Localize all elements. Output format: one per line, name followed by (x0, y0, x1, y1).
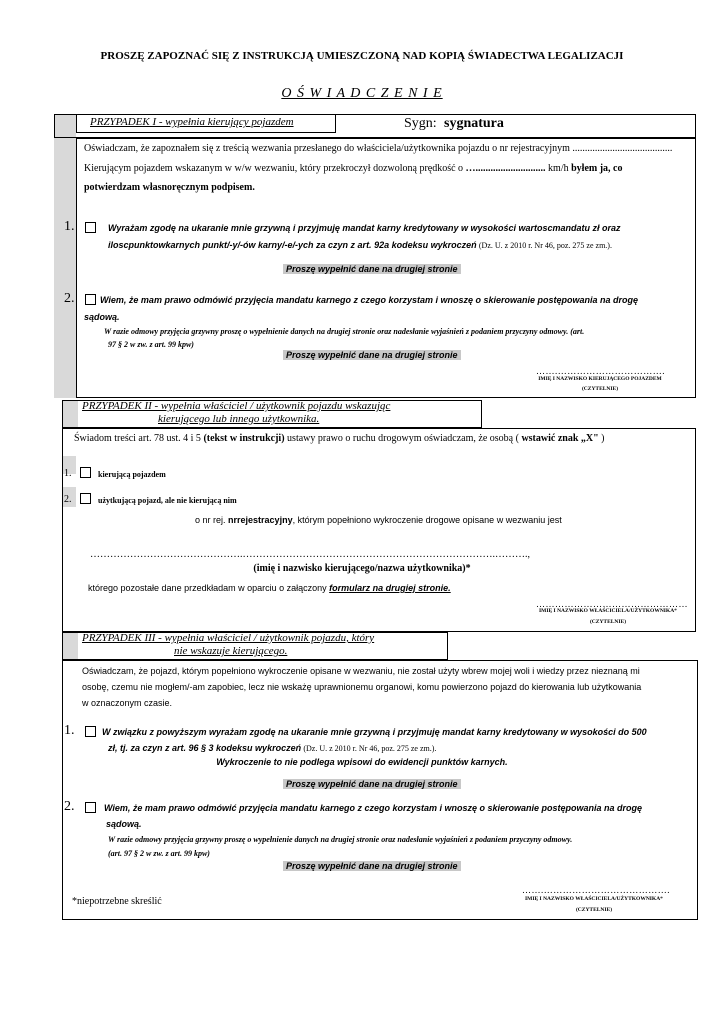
case2-reg-c: , którym popełniono wykroczenie drogowe opisane w wezwaniu jest (292, 515, 562, 525)
case1-fill-other-2: Proszę wypełnić dane na drugiej stronie (283, 350, 461, 360)
case3-signature-readable: (CZYTELNIE) (575, 907, 613, 913)
case1-signature-line[interactable]: …….……………………………. (536, 366, 665, 376)
case3-option1-line1: W związku z powyższym wyrażam zgodę na ukaranie mnie grzywną i przyjmuję mandat karny kredytowany w wysokości do 500 (102, 727, 647, 737)
case1-intro-line2-b: byłem ja, co (571, 163, 623, 174)
case2-intro (74, 433, 605, 444)
case1-intro-line2-a: Kierującym pojazdem wskazanym w w/w wezwaniu, który przekroczył dozwoloną prędkość o (84, 163, 464, 174)
case1-intro-line1: Oświadczam, że zapoznałem się z treścią wezwania przesłanego do właściciela/użytkownika pojazdu o nr rejestracyjnym ........................................ (84, 143, 673, 154)
case1-fill-other-1: Proszę wypełnić dane na drugiej stronie (283, 264, 461, 274)
case3-intro-line2: osobę, czemu nie mogłem/-am zapobiec, lecz nie wskażę uprawnionemu organowi, komu powierzono pojazd do kierowania lub użytkowania (82, 682, 642, 692)
case2-option2-text: użytkującą pojazd, ale nie kierującą nim (98, 496, 237, 505)
case3-option2-line1: Wiem, że mam prawo odmówić przyjęcia mandatu karnego z czego korzystam i wnoszę o skierowanie postępowania na drogę (104, 803, 643, 813)
case2-reg-number: nrrejestracyjny (228, 515, 293, 525)
case3-option1-line2 (108, 743, 436, 753)
case2-intro-e: ) (601, 433, 605, 444)
case3-option1-note: Wykroczenie to nie podlega wpisowi do ewidencji punktów karnych. (216, 757, 508, 767)
case3-option2-line2: sądową. (106, 819, 142, 829)
case1-option1-ref: (Dz. U. z 2010 r. Nr 46, poz. 275 ze zm.). (478, 241, 612, 250)
signature-label: Sygn: (404, 116, 437, 131)
case2-signature-line[interactable]: ………………………………………… (536, 599, 688, 609)
case2-name-label: (imię i nazwisko kierującego/nazwa użytkownika)* (253, 563, 471, 574)
case2-option1-number: 1. (64, 468, 72, 479)
case3-signature-line[interactable]: …….…………………………………. (522, 885, 670, 895)
case2-attachment-line (88, 583, 451, 593)
case1-label: PRZYPADEK I - wypełnia kierujący pojazdem (90, 116, 294, 128)
case3-option2-checkbox[interactable] (85, 802, 96, 813)
case2-option1-checkbox[interactable] (80, 467, 91, 478)
case1-option2-line2: sądową. (84, 312, 120, 322)
case3-refuse-line2: (art. 97 § 2 w zw. z art. 99 kpw) (108, 849, 210, 858)
case1-option2-line1: Wiem, że mam prawo odmówić przyjęcia mandatu karnego z czego korzystam i wnoszę o skierowanie postępowania na drogę (100, 295, 639, 305)
case3-label-line2: nie wskazuje kierującego. (174, 645, 288, 657)
case1-refuse-line1: W razie odmowy przyjęcia grzywny proszę o wypełnienie danych na drugiej stronie oraz nadesłanie wyjaśnień z podaniem przyczyny odmowy. (art. (104, 327, 585, 336)
case2-signature-readable: (CZYTELNIE) (589, 619, 627, 625)
case3-option1-ref: (Dz. U. z 2010 r. Nr 46, poz. 275 ze zm.). (303, 744, 437, 753)
page-title: O Ś W I A D C Z E N I E (281, 86, 443, 101)
case2-reg-a: o nr rej. (195, 515, 226, 525)
footnote: *niepotrzebne skreślić (72, 896, 162, 907)
case1-option1-line2-text: iloscpunktowkarnych punkt/-y/-ów karny/-e/-ych za czyn z art. 92a kodeksu wykroczeń (108, 240, 477, 250)
speed-unit: km/h (548, 163, 569, 174)
case1-refuse-line2: 97 § 2 w zw. z art. 99 kpw) (108, 340, 194, 349)
case1-side-bar (54, 114, 76, 398)
case3-option1-number: 1. (64, 723, 75, 738)
case3-option1-line2-text: zł, tj. za czyn z art. 96 § 3 kodeksu wykroczeń (108, 743, 302, 753)
case2-option2-number: 2. (64, 494, 72, 505)
case3-fill-other-2: Proszę wypełnić dane na drugiej stronie (283, 861, 461, 871)
case1-option1-line2 (108, 240, 612, 250)
case1-intro-line3: potwierdzam własnoręcznym podpisem. (84, 182, 255, 193)
case3-option2-number: 2. (64, 799, 75, 814)
case2-signature-label: IMIĘ I NAZWISKO WŁAŚCICIELA/UŻYTKOWNIKA* (539, 608, 677, 614)
case2-attach-a: którego pozostałe dane przedkładam w oparciu o załączony (88, 583, 327, 593)
instruction-heading: PROSZĘ ZAPOZNAĆ SIĘ Z INSTRUKCJĄ UMIESZCZONĄ NAD KOPIĄ ŚWIADECTWA LEGALIZACJI (100, 50, 624, 62)
case2-attach-b: formularz na drugiej stronie. (329, 583, 451, 593)
case3-intro-line3: w oznaczonym czasie. (82, 698, 173, 708)
case3-option1-checkbox[interactable] (85, 726, 96, 737)
case1-option2-number: 2. (64, 291, 75, 306)
case3-signature-label: IMIĘ I NAZWISKO WŁAŚCICIELA/UŻYTKOWNIKA* (525, 896, 663, 902)
speed-field[interactable]: …............................ (465, 163, 546, 174)
case2-intro-a: Świadom treści art. 78 ust. 4 i 5 (74, 433, 201, 444)
case2-registration-line (195, 515, 562, 525)
case2-name-field[interactable]: ……………………………………….………………………………………………………………….………., (90, 549, 530, 560)
case1-option1-number: 1. (64, 219, 75, 234)
case2-intro-b: (tekst w instrukcji) (203, 433, 285, 444)
case2-option1-text: kierującą pojazdem (98, 470, 166, 479)
case1-option2-checkbox[interactable] (85, 294, 96, 305)
case1-signature-readable: (CZYTELNIE) (581, 386, 619, 392)
case3-fill-other-1: Proszę wypełnić dane na drugiej stronie (283, 779, 461, 789)
case2-label-line2: kierującego lub innego użytkownika. (158, 413, 320, 425)
case1-option1-line1: Wyrażam zgodę na ukaranie mnie grzywną i przyjmuję mandat karny kredytowany w wysokości wartoscmandatu zł oraz (108, 223, 621, 233)
case2-intro-c: ustawy prawo o ruchu drogowym oświadczam, że osobą ( (287, 433, 519, 444)
case1-intro-line2 (84, 163, 623, 174)
case2-option2-checkbox[interactable] (80, 493, 91, 504)
case2-label-line1: PRZYPADEK II - wypełnia właściciel / użytkownik pojazdu wskazując (82, 400, 391, 412)
case2-intro-d: wstawić znak „X" (521, 433, 599, 444)
signature-value: sygnatura (444, 116, 504, 131)
case1-option1-checkbox[interactable] (85, 222, 96, 233)
case3-intro-line1: Oświadczam, że pojazd, którym popełniono wykroczenie opisane w wezwaniu, nie został użyty wbrew mojej woli i wiedzy przez nieznaną mi (82, 666, 640, 676)
case3-label-line1: PRZYPADEK III - wypełnia właściciel / użytkownik pojazdu, który (82, 632, 375, 644)
case1-signature-label: IMIĘ I NAZWISKO KIERUJĄCEGO POJAZDEM (538, 376, 662, 382)
case3-refuse-line1: W razie odmowy przyjęcia grzywny proszę o wypełnienie danych na drugiej stronie oraz nadesłanie wyjaśnień z podaniem przyczyny odmowy. (108, 835, 573, 844)
